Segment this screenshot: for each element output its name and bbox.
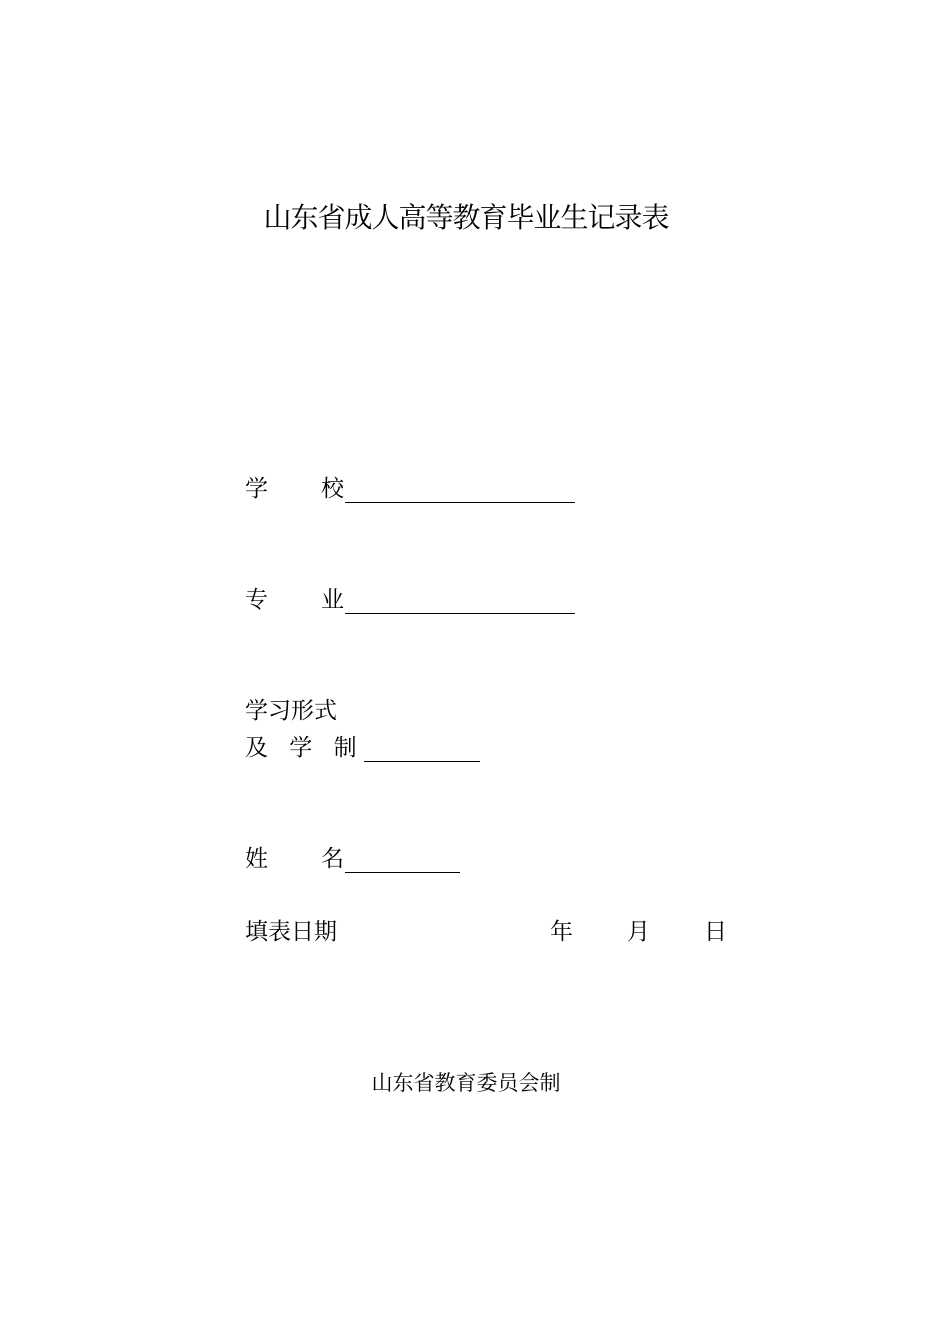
year-label: 年 — [550, 919, 573, 945]
major-label-char2: 业 — [321, 587, 344, 613]
study-mode-label-line2: 及 学 制 — [245, 735, 364, 761]
school-blank-line[interactable] — [345, 480, 575, 503]
school-label-char1: 学 — [245, 476, 268, 502]
day-label: 日 — [704, 919, 727, 945]
fill-date-label: 填表日期 — [245, 919, 337, 945]
name-label — [245, 845, 345, 873]
school-label-char2: 校 — [321, 476, 344, 502]
name-field — [245, 845, 460, 873]
name-blank-line[interactable] — [345, 850, 460, 873]
study-mode-blank-line[interactable] — [364, 739, 480, 762]
fill-date-field — [245, 918, 781, 946]
major-label — [245, 586, 345, 614]
school-field — [245, 475, 575, 503]
month-label: 月 — [627, 919, 650, 945]
major-label-char1: 专 — [245, 587, 268, 613]
issuer-footer: 山东省教育委员会制 — [371, 1071, 561, 1095]
school-label — [245, 475, 345, 503]
name-label-char1: 姓 — [245, 846, 268, 872]
study-mode-field — [245, 734, 480, 762]
name-label-char2: 名 — [321, 846, 344, 872]
study-mode-label-line1: 学习形式 — [245, 698, 337, 724]
major-field — [245, 586, 575, 614]
document-title: 山东省成人高等教育毕业生记录表 — [263, 201, 669, 234]
major-blank-line[interactable] — [345, 591, 575, 614]
